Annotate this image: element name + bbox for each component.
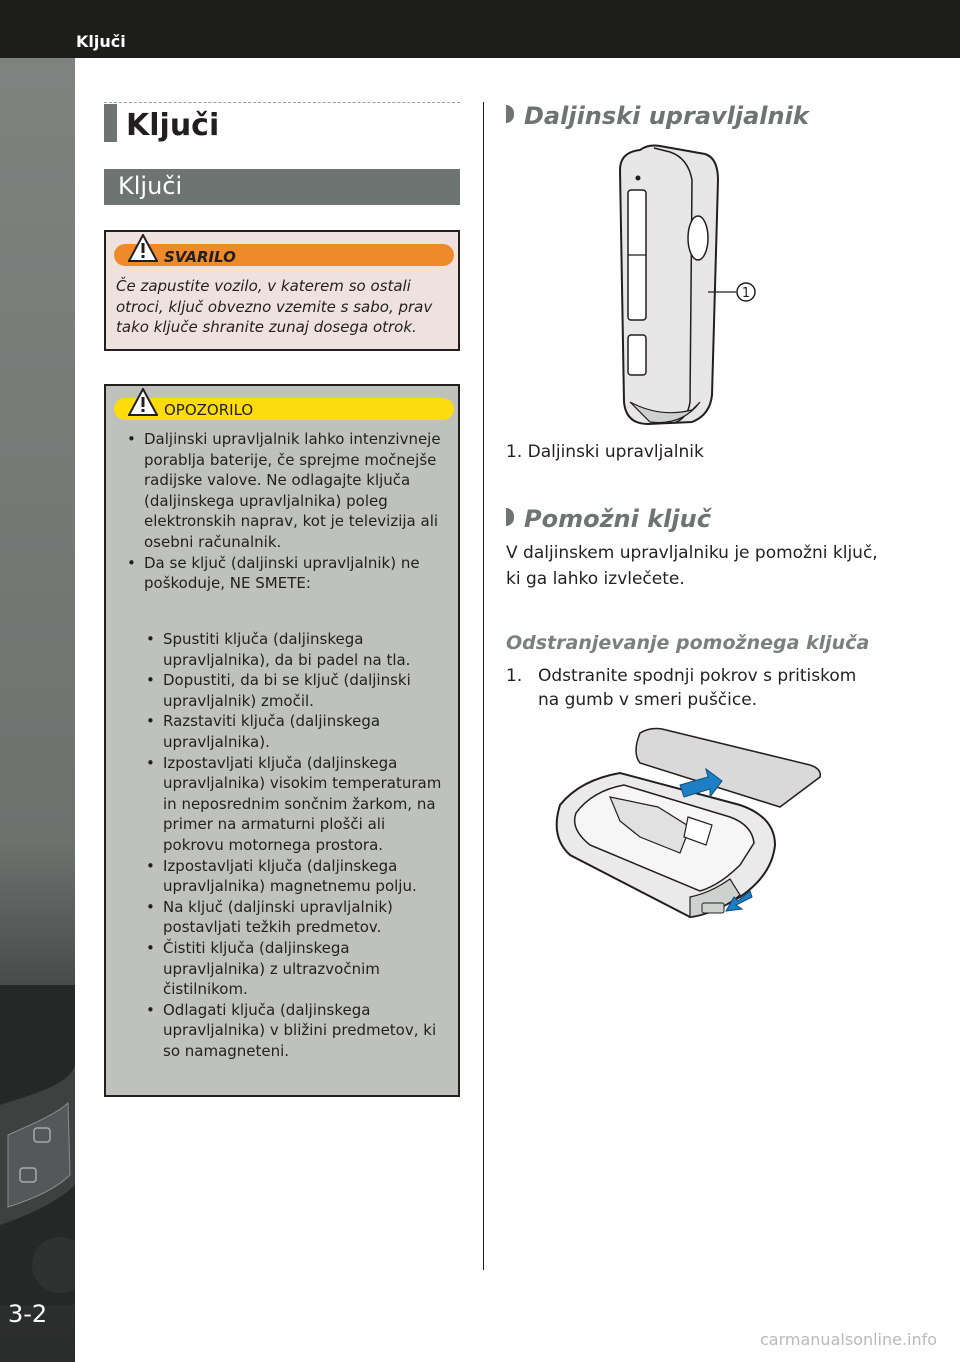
warning-box [104,230,460,351]
page-title: Ključi [126,108,220,143]
section-heading: Ključi [104,169,460,205]
caution-sublist [143,629,443,1061]
list-item: • Izpostavljati ključa (daljinskega upravljalnika) magnetnemu polju. [143,856,443,897]
top-bar [0,0,960,58]
chapter-heading [104,102,460,142]
list-item: • Na ključ (daljinski upravljalnik) postavljati težkih predmetov. [143,897,443,938]
section-heading-aux-key [506,505,711,533]
section-title: Daljinski upravljalnik [524,102,809,130]
remote-key-illustration [600,140,800,430]
cover-removal-illustration [540,725,830,935]
caution-box [104,384,460,1097]
list-item: • Čistiti ključa (daljinskega upravljalnika) z ultrazvočnim čistilnikom. [143,938,443,1000]
column-divider [483,102,484,1270]
header-title: Ključi [76,32,126,51]
list-item: • Izpostavljati ključa (daljinskega upravljalnika) visokim temperaturam in neposrednim sončnim žarkom, na primer na armaturni plošči ali pokrovu motornega prostora. [143,753,443,856]
list-item: • Spustiti ključa (daljinskega upravljalnika), da bi padel na tla. [143,629,443,670]
caution-label: OPOZORILO [164,401,254,419]
list-item: • Razstaviti ključa (daljinskega upravljalnika). [143,711,443,752]
figure-caption: 1. Daljinski upravljalnik [506,442,704,462]
page-number: 3-2 [8,1300,48,1328]
list-item: • Odlagati ključa (daljinskega upravljalnika) v bližini predmetov, ki so namagneteni. [143,1000,443,1062]
warning-icon [128,234,158,262]
section-marker [506,508,514,526]
caution-icon [128,388,158,416]
warning-text: Če zapustite vozilo, v katerem so ostali otroci, ključ obvezno vzemite s sabo, prav tako ključe shranite zunaj dosega otrok. [116,277,433,336]
body-paragraph: V daljinskem upravljalniku je pomožni ključ, ki ga lahko izvlečete. [506,543,878,589]
section-title: Pomožni ključ [524,505,711,533]
door-panel-image [0,985,75,1305]
watermark: carmanualsonline.info [760,1330,938,1349]
section-marker [506,105,514,123]
caution-list [124,429,454,594]
list-item: • Da se ključ (daljinski upravljalnik) ne poškoduje, NE SMETE: [124,553,454,594]
step-text: Odstranite spodnji pokrov s pritiskom na gumb v smeri puščice. [538,666,857,710]
list-item: • Daljinski upravljalnik lahko intenzivneje porablja baterije, če sprejme močnejše radijske valove. Ne odlagajte ključa (daljinskega upravljalnika) poleg elektronskih naprav, kot je televizija ali osebni računalnik. [124,429,454,553]
section-heading-remote [506,102,809,130]
heading-dash-line [104,102,460,103]
subsection-title: Odstranjevanje pomožnega ključa [506,632,870,654]
step-number: 1. [506,666,523,686]
warning-label: SVARILO [164,248,236,266]
callout-number: 1 [741,286,751,301]
list-item: • Dopustiti, da bi se ključ (daljinski upravljalnik) zmočil. [143,670,443,711]
heading-bar [104,104,117,142]
